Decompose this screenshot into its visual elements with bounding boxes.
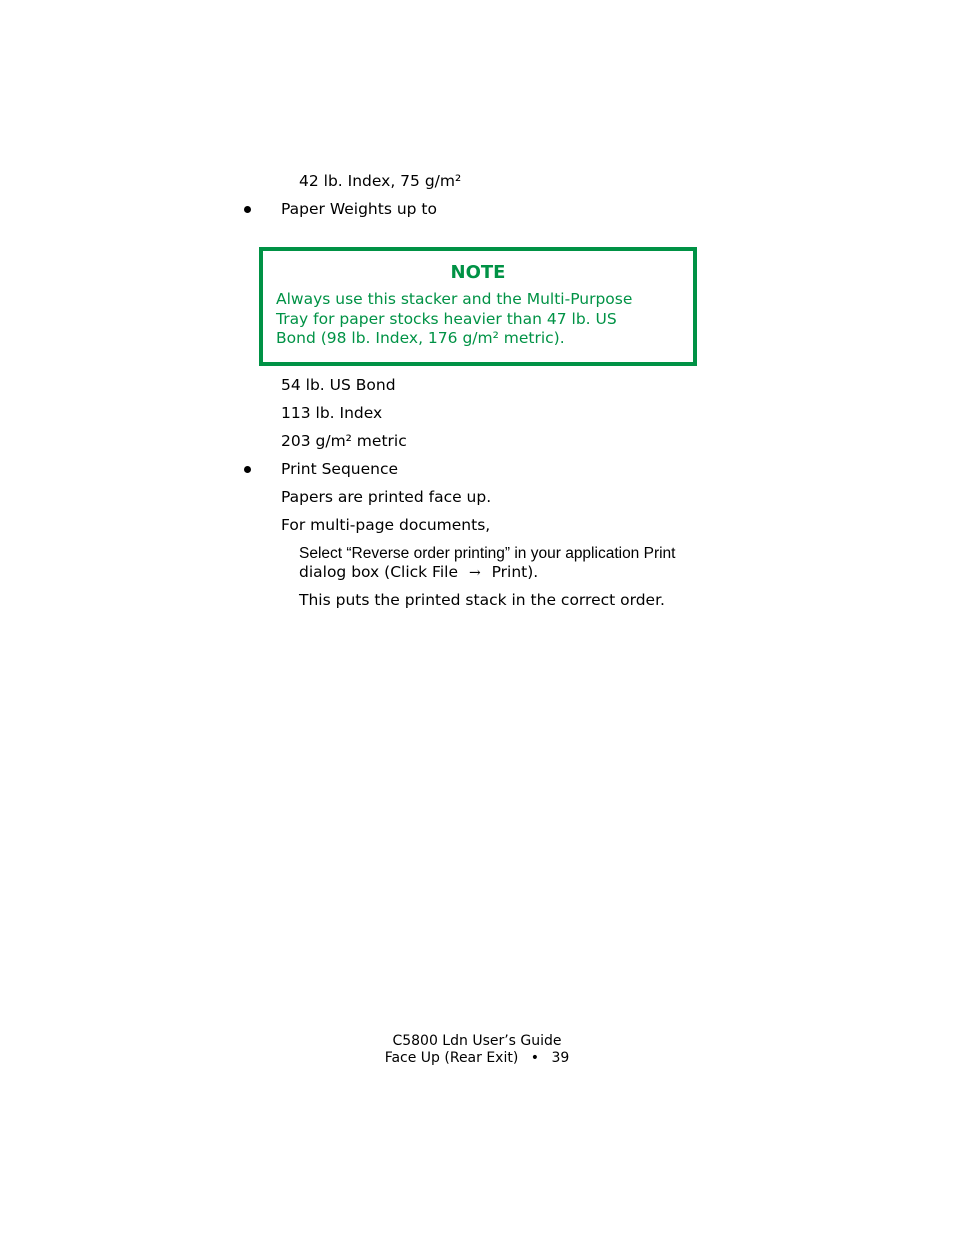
select-line-2-end: Print). <box>491 563 539 581</box>
paper-weights-label: Paper Weights up to <box>281 200 437 218</box>
bullet-paper-weights <box>244 206 251 213</box>
index-line: 42 lb. Index, 75 g/m² <box>299 172 462 190</box>
note-line-2: Tray for paper stocks heavier than 47 lb. US <box>276 309 617 328</box>
note-body <box>276 290 686 349</box>
multipage-text: For multi-page documents, <box>281 516 491 534</box>
note-box <box>259 247 697 366</box>
bullet-print-sequence <box>244 466 251 473</box>
weight-us-bond: 54 lb. US Bond <box>281 376 396 394</box>
note-line-3: Bond (98 lb. Index, 176 g/m² metric). <box>276 329 565 347</box>
footer-separator: • <box>530 1050 540 1066</box>
footer-section-line <box>0 1050 954 1067</box>
footer-section: Face Up (Rear Exit) <box>384 1050 519 1066</box>
weight-metric: 203 g/m² metric <box>281 432 407 450</box>
select-instruction-line-1: Select “Reverse order printing” in your application Print <box>299 545 676 562</box>
arrow-right-icon: → <box>468 565 481 581</box>
weight-index: 113 lb. Index <box>281 404 383 422</box>
print-sequence-label: Print Sequence <box>281 460 399 478</box>
note-line-1: Always use this stacker and the Multi-Purpose <box>276 290 633 308</box>
stack-order-text: This puts the printed stack in the correct order. <box>299 591 665 609</box>
select-instruction-line-2 <box>299 563 538 583</box>
footer-page-number: 39 <box>551 1050 570 1066</box>
note-title: NOTE <box>450 262 506 283</box>
footer-guide-title: C5800 Ldn User’s Guide <box>392 1033 562 1049</box>
face-up-text: Papers are printed face up. <box>281 488 492 506</box>
select-line-2-text: dialog box (Click File <box>299 563 458 581</box>
